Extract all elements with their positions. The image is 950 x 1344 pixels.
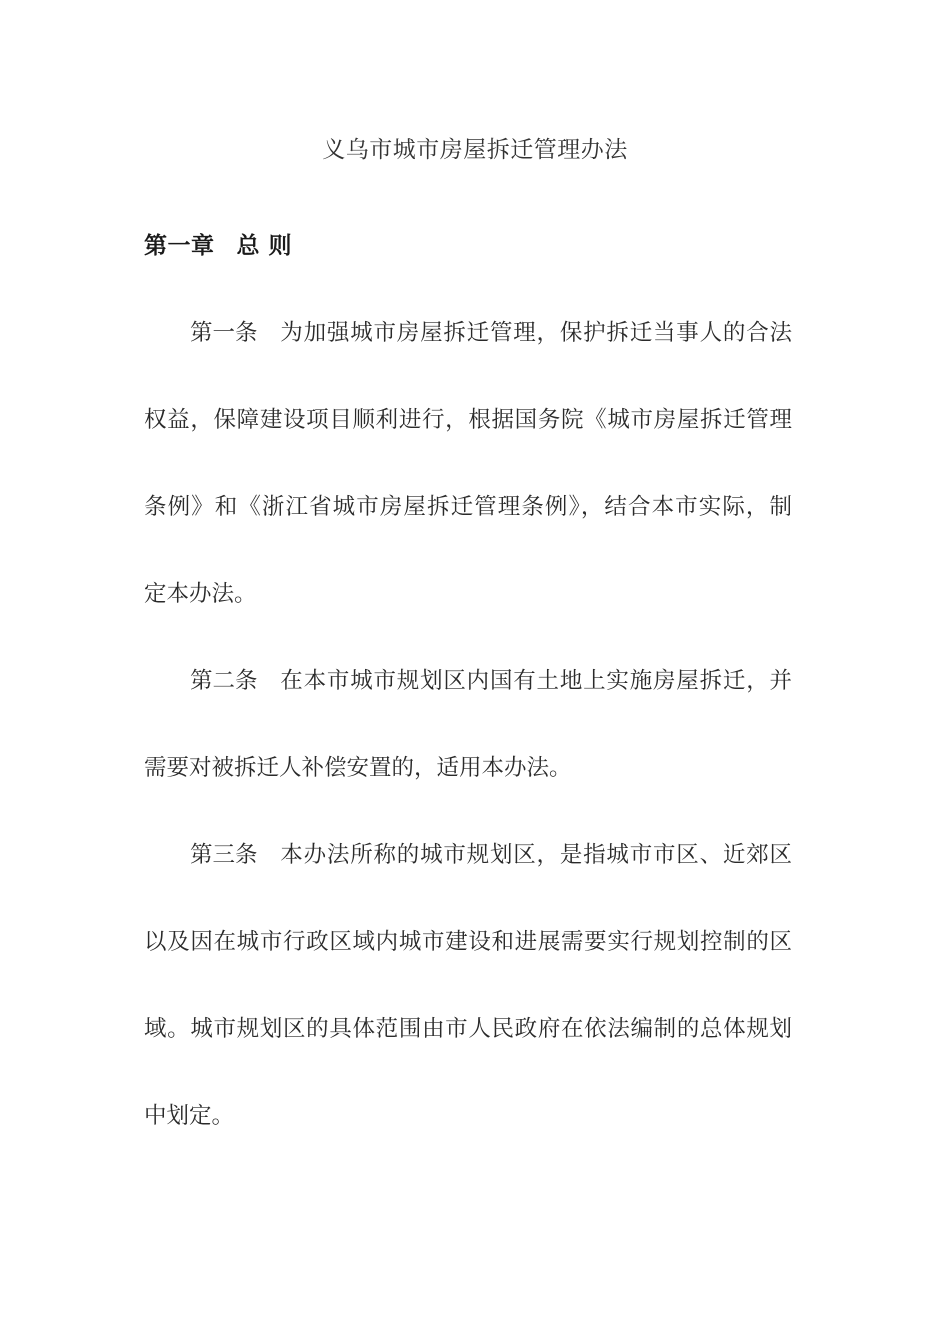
article-1-line-2: 权益，保障建设项目顺利进行，根据国务院《城市房屋拆迁管理 <box>144 407 792 433</box>
article-2-line-1 <box>190 663 792 699</box>
article-1-text-1: 为加强城市房屋拆迁管理，保护拆迁当事人的合法 <box>279 320 792 346</box>
article-3-text-1: 本办法所称的城市规划区，是指城市市区、近郊区 <box>279 842 792 868</box>
article-2-number: 第二条 <box>190 668 258 694</box>
article-2-line-2: 需要对被拆迁人补偿安置的，适用本办法。 <box>144 755 572 781</box>
article-2-text-1: 在本市城市规划区内国有土地上实施房屋拆迁，并 <box>279 668 792 694</box>
article-3-line-2: 以及因在城市行政区域内城市建设和进展需要实行规划控制的区 <box>144 929 792 955</box>
chapter-name: 总 则 <box>236 233 293 259</box>
chapter-heading <box>144 228 292 264</box>
article-1-line-1 <box>190 315 792 351</box>
article-3-number: 第三条 <box>190 842 258 868</box>
chapter-number: 第一章 <box>144 233 215 259</box>
document-title: 义乌市城市房屋拆迁管理办法 <box>322 137 628 163</box>
article-3-line-1 <box>190 837 792 873</box>
article-1-line-4: 定本办法。 <box>144 581 257 607</box>
article-1-number: 第一条 <box>190 320 258 346</box>
article-3-line-3: 域。城市规划区的具体范围由市人民政府在依法编制的总体规划 <box>144 1016 792 1042</box>
article-3-line-4: 中划定。 <box>144 1103 235 1129</box>
article-1-line-3: 条例》和《浙江省城市房屋拆迁管理条例》，结合本市实际，制 <box>144 494 792 520</box>
